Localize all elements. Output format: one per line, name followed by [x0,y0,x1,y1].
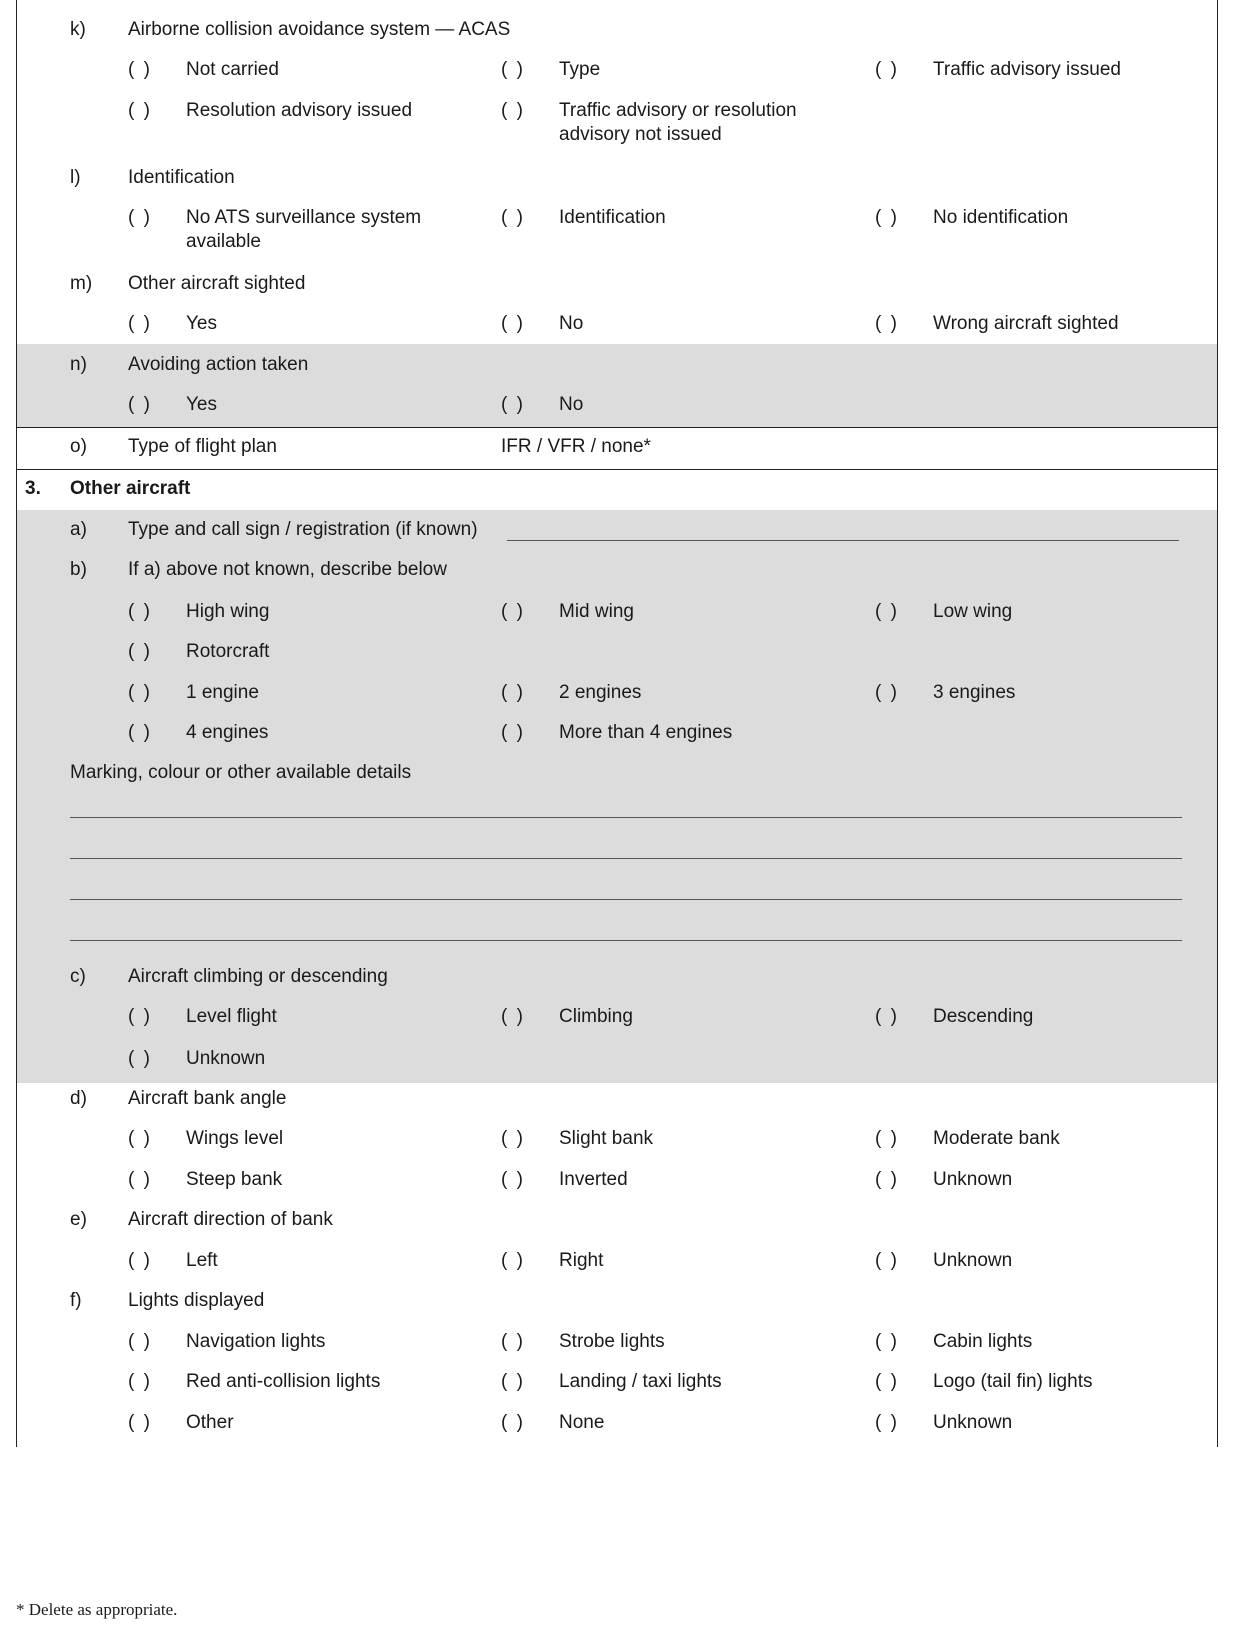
option-no-advisory-issued: Traffic advisory or resolution advisory not issued [559,100,797,145]
checkbox-climb-unknown[interactable]: ( ) [128,1048,152,1069]
item-d3-title: Aircraft bank angle [128,1088,287,1109]
option-not-carried: Not carried [186,59,279,80]
item-c3-title: Aircraft climbing or descending [128,966,388,987]
option-moderate-bank: Moderate bank [933,1128,1060,1149]
option-level-flight: Level flight [186,1006,277,1027]
call-sign-input-line[interactable] [507,540,1179,541]
checkbox-descending[interactable]: ( ) [875,1006,899,1027]
option-slight-bank: Slight bank [559,1128,654,1149]
checkbox-wrong-aircraft[interactable]: ( ) [875,313,899,334]
checkbox-4-engines[interactable]: ( ) [128,722,152,743]
option-high-wing: High wing [186,601,270,622]
item-o-marker: o) [70,436,87,457]
checkbox-high-wing[interactable]: ( ) [128,601,152,622]
item-m-title: Other aircraft sighted [128,273,306,294]
option-mid-wing: Mid wing [559,601,634,622]
checkbox-moderate-bank[interactable]: ( ) [875,1128,899,1149]
option-no-ats-surveillance: No ATS surveillance system available [186,207,422,252]
item-b3-marker: b) [70,559,87,580]
item-c3-marker: c) [70,966,86,987]
option-wings-level: Wings level [186,1128,284,1149]
checkbox-rotorcraft[interactable]: ( ) [128,641,152,662]
checkbox-lights-unknown[interactable]: ( ) [875,1412,899,1433]
checkbox-level-flight[interactable]: ( ) [128,1006,152,1027]
option-red-anti-collision: Red anti-collision lights [186,1371,381,1392]
item-f3-title: Lights displayed [128,1290,265,1311]
item-d3-marker: d) [70,1088,87,1109]
option-avoiding-yes: Yes [186,394,217,415]
option-2-engines: 2 engines [559,682,642,703]
option-resolution-advisory-issued: Resolution advisory issued [186,100,413,121]
checkbox-avoiding-yes[interactable]: ( ) [128,394,152,415]
option-descending: Descending [933,1006,1034,1027]
marking-details-line-3[interactable] [70,899,1182,900]
option-sighted-no: No [559,313,584,334]
option-bank-right: Right [559,1250,604,1271]
option-climbing: Climbing [559,1006,633,1027]
marking-details-line-1[interactable] [70,817,1182,818]
checkbox-cabin-lights[interactable]: ( ) [875,1331,899,1352]
option-bank-unknown: Unknown [933,1169,1013,1190]
item-k-title: Airborne collision avoidance system — ACAS [128,19,511,40]
item-n-title: Avoiding action taken [128,354,309,375]
checkbox-inverted[interactable]: ( ) [501,1169,525,1190]
item-e3-marker: e) [70,1209,87,1230]
option-3-engines: 3 engines [933,682,1016,703]
option-wrong-aircraft: Wrong aircraft sighted [933,313,1119,334]
item-n-marker: n) [70,354,87,375]
option-strobe-lights: Strobe lights [559,1331,665,1352]
marking-details-line-4[interactable] [70,940,1182,941]
item-e3-title: Aircraft direction of bank [128,1209,333,1230]
checkbox-more-than-4-engines[interactable]: ( ) [501,722,525,743]
item-a3-marker: a) [70,519,87,540]
checkbox-no-advisory-issued[interactable]: ( ) [501,100,525,121]
item-o-title: Type of flight plan [128,436,277,457]
footnote: * Delete as appropriate. [16,1600,178,1619]
section-3-band [17,510,1217,1083]
checkbox-logo-lights[interactable]: ( ) [875,1371,899,1392]
item-k-marker: k) [70,19,86,40]
option-inverted: Inverted [559,1169,628,1190]
checkbox-no-identification[interactable]: ( ) [875,207,899,228]
option-more-than-4-engines: More than 4 engines [559,722,733,743]
checkbox-not-carried[interactable]: ( ) [128,59,152,80]
checkbox-steep-bank[interactable]: ( ) [128,1169,152,1190]
checkbox-1-engine[interactable]: ( ) [128,682,152,703]
option-low-wing: Low wing [933,601,1013,622]
checkbox-3-engines[interactable]: ( ) [875,682,899,703]
option-type: Type [559,59,601,80]
option-cabin-lights: Cabin lights [933,1331,1033,1352]
option-identification: Identification [559,207,666,228]
checkbox-type[interactable]: ( ) [501,59,525,80]
checkbox-wings-level[interactable]: ( ) [128,1128,152,1149]
checkbox-lights-other[interactable]: ( ) [128,1412,152,1433]
option-1-engine: 1 engine [186,682,259,703]
checkbox-landing-taxi-lights[interactable]: ( ) [501,1371,525,1392]
option-sighted-yes: Yes [186,313,217,334]
checkbox-bank-left[interactable]: ( ) [128,1250,152,1271]
checkbox-avoiding-no[interactable]: ( ) [501,394,525,415]
checkbox-climbing[interactable]: ( ) [501,1006,525,1027]
item-l-title: Identification [128,167,235,188]
divider-section-3 [17,469,1217,470]
option-4-engines: 4 engines [186,722,269,743]
checkbox-navigation-lights[interactable]: ( ) [128,1331,152,1352]
item-b3-title: If a) above not known, describe below [128,559,447,580]
checkbox-no-ats-surveillance[interactable]: ( ) [128,207,152,228]
checkbox-low-wing[interactable]: ( ) [875,601,899,622]
option-steep-bank: Steep bank [186,1169,283,1190]
checkbox-sighted-no[interactable]: ( ) [501,313,525,334]
checkbox-slight-bank[interactable]: ( ) [501,1128,525,1149]
option-traffic-advisory-issued: Traffic advisory issued [933,59,1121,80]
option-lights-none: None [559,1412,605,1433]
section-3-title: Other aircraft [70,478,191,499]
checkbox-bank-unknown[interactable]: ( ) [875,1169,899,1190]
checkbox-lights-none[interactable]: ( ) [501,1412,525,1433]
marking-details-line-2[interactable] [70,858,1182,859]
checkbox-identification[interactable]: ( ) [501,207,525,228]
item-l-marker: l) [70,167,81,188]
item-f3-marker: f) [70,1290,82,1311]
checkbox-traffic-advisory-issued[interactable]: ( ) [875,59,899,80]
option-rotorcraft: Rotorcraft [186,641,270,662]
option-bank-left: Left [186,1250,218,1271]
option-navigation-lights: Navigation lights [186,1331,326,1352]
marking-details-label: Marking, colour or other available details [70,762,412,783]
divider-o [17,427,1217,428]
checkbox-bank-right[interactable]: ( ) [501,1250,525,1271]
checkbox-sighted-yes[interactable]: ( ) [128,313,152,334]
item-m-marker: m) [70,273,93,294]
option-lights-other: Other [186,1412,234,1433]
option-landing-taxi-lights: Landing / taxi lights [559,1371,722,1392]
report-form [16,0,1218,1447]
section-3-number: 3. [25,478,41,499]
option-direction-unknown: Unknown [933,1250,1013,1271]
checkbox-strobe-lights[interactable]: ( ) [501,1331,525,1352]
checkbox-mid-wing[interactable]: ( ) [501,601,525,622]
option-logo-lights: Logo (tail fin) lights [933,1371,1093,1392]
option-lights-unknown: Unknown [933,1412,1013,1433]
checkbox-direction-unknown[interactable]: ( ) [875,1250,899,1271]
checkbox-red-anti-collision[interactable]: ( ) [128,1371,152,1392]
option-avoiding-no: No [559,394,584,415]
flight-plan-value[interactable]: IFR / VFR / none* [501,436,651,457]
checkbox-2-engines[interactable]: ( ) [501,682,525,703]
item-a3-title: Type and call sign / registration (if known) [128,519,478,540]
checkbox-resolution-advisory-issued[interactable]: ( ) [128,100,152,121]
option-no-identification: No identification [933,207,1069,228]
option-climb-unknown: Unknown [186,1048,266,1069]
